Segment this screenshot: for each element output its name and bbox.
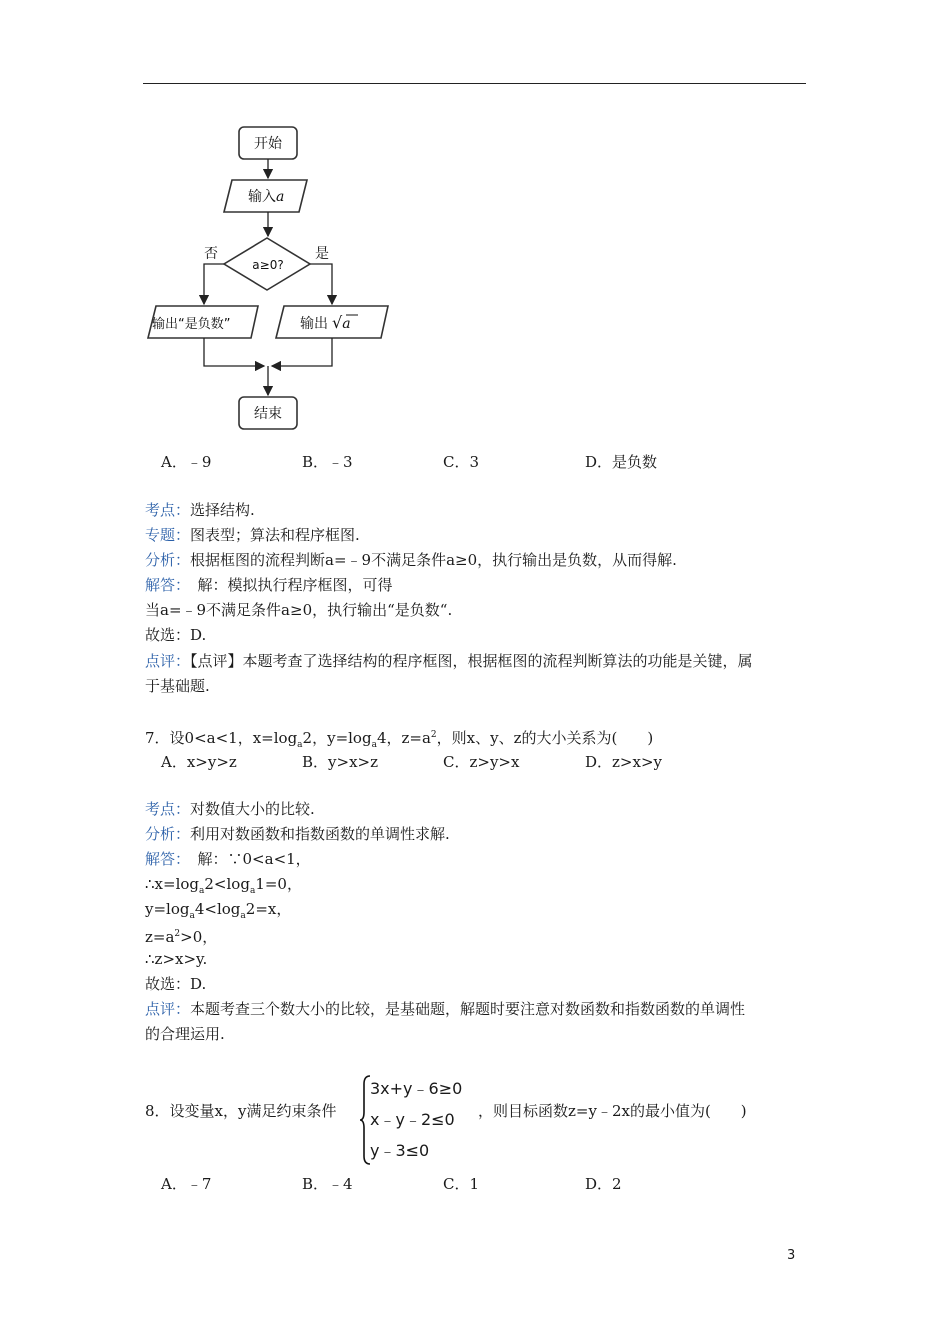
q7-dianping-cont: 的合理运用. <box>145 1025 225 1043</box>
flow-decision-text: a≥0? <box>252 258 284 272</box>
q6-option-d: D．是负数 <box>585 453 658 471</box>
q6-option-c: C．3 <box>443 453 480 471</box>
q8-constraint-3: y﹣3≤0 <box>370 1141 430 1160</box>
q8-option-c: C．1 <box>443 1175 480 1193</box>
q6-option-b: B．﹣3 <box>302 453 353 471</box>
q7-option-a: A．x>y>z <box>161 753 237 771</box>
q6-kaodian: 考点：选择结构. <box>145 501 255 519</box>
q6-dianping: 点评：【点评】本题考查了选择结构的程序框图，根据框图的流程判断算法的功能是关键，属 <box>145 652 753 670</box>
q7-option-b: B．y>x>z <box>302 753 378 771</box>
q7-option-d: D．z>x>y <box>585 753 662 771</box>
flow-yes-label: 是 <box>315 246 329 262</box>
q7-option-c: C．z>y>x <box>443 753 520 771</box>
flow-start-text: 开始 <box>254 136 282 152</box>
flow-input-text: 输入a <box>248 189 285 205</box>
header-rule <box>143 83 806 84</box>
q7-dianping: 点评：本题考查三个数大小的比较，是基础题，解题时要注意对数函数和指数函数的单调性 <box>145 1000 746 1018</box>
q7-fenxi: 分析：利用对数函数和指数函数的单调性求解. <box>145 825 450 843</box>
q7-answer: 故选：D. <box>145 975 207 993</box>
flow-no-label: 否 <box>204 246 218 262</box>
q8-option-b: B．﹣4 <box>302 1175 353 1193</box>
page-number: 3 <box>787 1248 796 1263</box>
q6-answer: 故选：D. <box>145 626 207 644</box>
q8-stem-right: ，则目标函数z=y﹣2x的最小值为( ) <box>478 1102 747 1120</box>
q8-stem-left: 8．设变量x，y满足约束条件 <box>145 1102 337 1120</box>
q8-constraint-1: 3x+y﹣6≥0 <box>370 1079 463 1098</box>
q6-option-a: A．﹣9 <box>161 453 212 471</box>
q7-step-x: $\therefore x=\log_a2<\log_a1=0$， <box>145 875 302 896</box>
q8-option-d: D．2 <box>585 1175 622 1193</box>
q8-constraint-2: x﹣y﹣2≤0 <box>370 1110 455 1129</box>
flow-end-text: 结束 <box>254 406 282 422</box>
q6-fenxi: 分析：根据框图的流程判断a=﹣9不满足条件a≥0，执行输出是负数，从而得解. <box>145 551 677 569</box>
flowchart <box>140 120 400 440</box>
q7-kaodian: 考点：对数值大小的比较. <box>145 800 315 818</box>
q6-jieda: 解答： 解：模拟执行程序框图，可得 <box>145 576 393 594</box>
q7-stem: 7．设0<a<1，$x=\log_a2$，$y=\log_a4$，$z=a^2$，则x、y、z的大小关系为( ) <box>145 729 654 750</box>
q8-option-a: A．﹣7 <box>161 1175 212 1193</box>
q7-jieda: 解答： 解：∵0<a<1， <box>145 850 311 868</box>
flow-output-left-text: 输出“是负数” <box>152 317 231 332</box>
q7-step-z: $z=a^2>0$， <box>145 928 218 946</box>
q6-line-5: 当a=﹣9不满足条件a≥0，执行输出“是负数“. <box>145 601 453 619</box>
q6-zhuanti: 专题：图表型；算法和程序框图. <box>145 526 360 544</box>
q6-dianping-cont: 于基础题. <box>145 677 210 695</box>
flow-output-right-text: 输出 √a <box>300 313 351 332</box>
q7-conclusion: ∴z>x>y. <box>145 950 208 968</box>
q7-step-y: $y=\log_a4<\log_a2=x$， <box>145 900 292 921</box>
